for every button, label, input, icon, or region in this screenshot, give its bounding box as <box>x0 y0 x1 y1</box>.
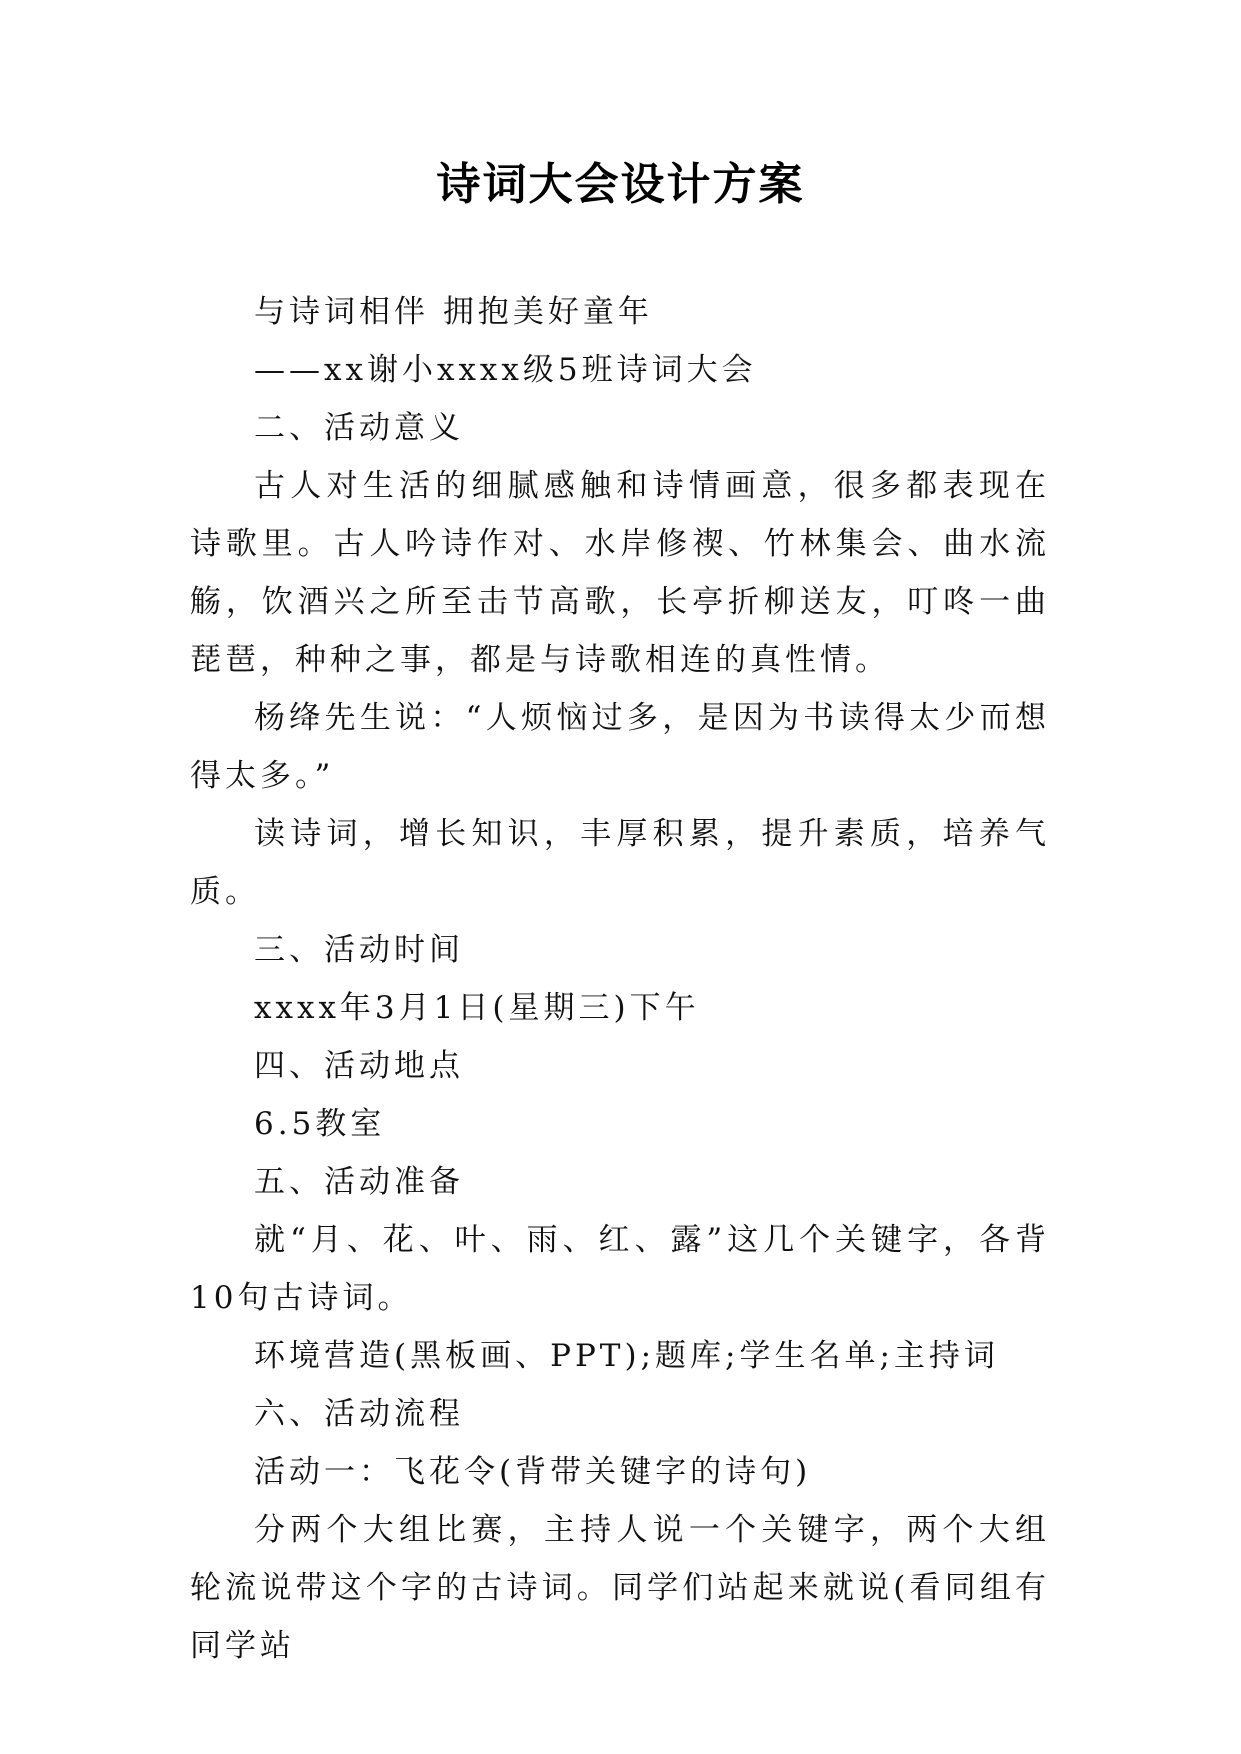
document-title: 诗词大会设计方案 <box>436 159 805 210</box>
paragraph-location: 6.5教室 <box>254 1106 386 1142</box>
paragraph-activity-one: 活动一：飞花令(背带关键字的诗句) <box>254 1454 812 1490</box>
section-heading-process: 六、活动流程 <box>254 1396 464 1432</box>
paragraph-preparation-materials: 环境营造(黑板画、PPT);题库;学生名单;主持词 <box>254 1338 999 1374</box>
section-heading-significance: 二、活动意义 <box>254 410 464 446</box>
paragraph-quote: 杨绛先生说：“人烦恼过多，是因为书读得太少而想得太多。” <box>190 700 1050 794</box>
paragraph-time: xxxx年3月1日(星期三)下午 <box>254 990 700 1026</box>
paragraph-subtitle: 与诗词相伴 拥抱美好童年 <box>254 294 653 330</box>
document-body <box>190 283 1050 1675</box>
paragraph-significance: 古人对生活的细腻感触和诗情画意，很多都表现在诗歌里。古人吟诗作对、水岸修禊、竹林集会、曲水流觞，饮酒兴之所至击节高歌，长亭折柳送友，叮咚一曲琵琶，种种之事，都是与诗歌相连的真性情。 <box>190 468 1050 678</box>
paragraph-preparation-keywords: 就“月、花、叶、雨、红、露”这几个关键字，各背10句古诗词。 <box>190 1222 1050 1316</box>
paragraph-benefits: 读诗词，增长知识，丰厚积累，提升素质，培养气质。 <box>190 816 1050 910</box>
section-heading-time: 三、活动时间 <box>254 932 464 968</box>
paragraph-event-name: ——xx谢小xxxx级5班诗词大会 <box>254 352 757 388</box>
section-heading-location: 四、活动地点 <box>254 1048 464 1084</box>
paragraph-activity-one-detail: 分两个大组比赛，主持人说一个关键字，两个大组轮流说带这个字的古诗词。同学们站起来就说(看同组有同学站 <box>190 1512 1050 1664</box>
section-heading-preparation: 五、活动准备 <box>254 1164 464 1200</box>
